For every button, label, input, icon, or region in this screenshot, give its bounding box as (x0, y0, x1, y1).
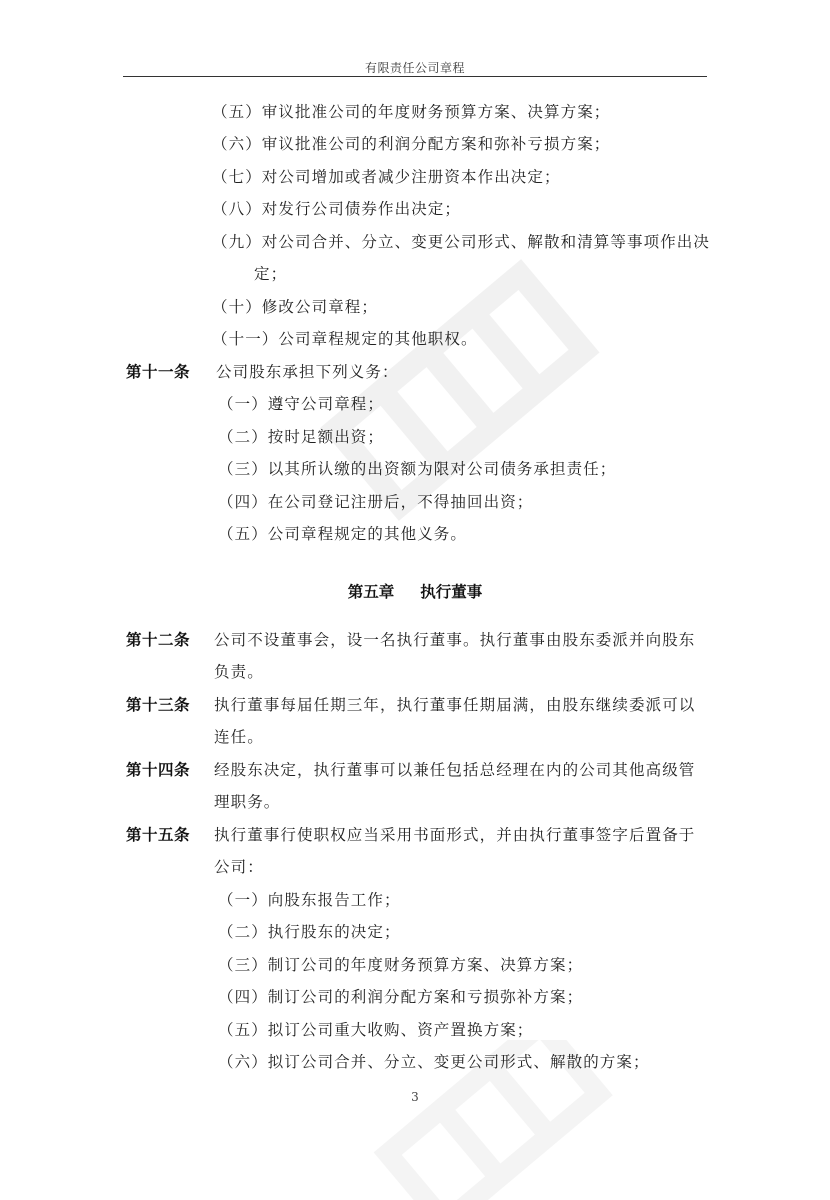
page-number: 3 (411, 1090, 419, 1104)
list-item: （三）制订公司的年度财务预算方案、决算方案； (218, 956, 584, 974)
article-text: 执行董事行使职权应当采用书面形式，并由执行董事签字后置备于 (214, 826, 696, 844)
chapter-number: 第五章 (347, 583, 395, 601)
header-divider (123, 76, 707, 77)
article-text: 连任。 (214, 728, 264, 746)
list-item: （四）制订公司的利润分配方案和亏损弥补方案； (218, 988, 584, 1006)
article-text: 公司股东承担下列义务： (216, 363, 399, 381)
list-item: （一）遵守公司章程； (218, 395, 385, 413)
list-item: （十一）公司章程规定的其他职权。 (212, 330, 478, 348)
list-item: （五）审议批准公司的年度财务预算方案、决算方案； (212, 103, 611, 121)
article-text: 负责。 (214, 663, 264, 681)
list-item: （二）按时足额出资； (218, 428, 385, 446)
list-item: （三）以其所认缴的出资额为限对公司债务承担责任； (218, 460, 617, 478)
article-label: 第十五条 (126, 826, 191, 844)
chapter-heading (0, 582, 830, 602)
article-text: 公司不设董事会，设一名执行董事。执行董事由股东委派并向股东 (214, 631, 696, 649)
list-item: （六）审议批准公司的利润分配方案和弥补亏损方案； (212, 135, 611, 153)
list-item: （一）向股东报告工作； (218, 891, 401, 909)
list-item: （五）公司章程规定的其他义务。 (218, 525, 468, 543)
list-item: （八）对发行公司债券作出决定； (212, 200, 462, 218)
article-text: 公司： (214, 858, 264, 876)
list-item: （十）修改公司章程； (212, 298, 379, 316)
list-item: （九）对公司合并、分立、变更公司形式、解散和清算等事项作出决 (212, 233, 711, 251)
article-label: 第十三条 (126, 696, 191, 714)
article-label: 第十一条 (126, 363, 191, 381)
article-text: 经股东决定，执行董事可以兼任包括总经理在内的公司其他高级管 (214, 761, 696, 779)
article-label: 第十二条 (126, 631, 191, 649)
list-item: （四）在公司登记注册后，不得抽回出资； (218, 493, 534, 511)
list-item: （六）拟订公司合并、分立、变更公司形式、解散的方案； (218, 1053, 650, 1071)
article-text: 执行董事每届任期三年，执行董事任期届满，由股东继续委派可以 (214, 696, 696, 714)
list-item-continuation: 定； (254, 265, 288, 283)
chapter-title: 执行董事 (420, 583, 483, 601)
list-item: （二）执行股东的决定； (218, 923, 401, 941)
article-label: 第十四条 (126, 761, 191, 779)
article-text: 理职务。 (214, 793, 281, 811)
running-header-title: 有限责任公司章程 (364, 61, 465, 75)
list-item: （五）拟订公司重大收购、资产置换方案； (218, 1021, 534, 1039)
list-item: （七）对公司增加或者减少注册资本作出决定； (212, 168, 561, 186)
